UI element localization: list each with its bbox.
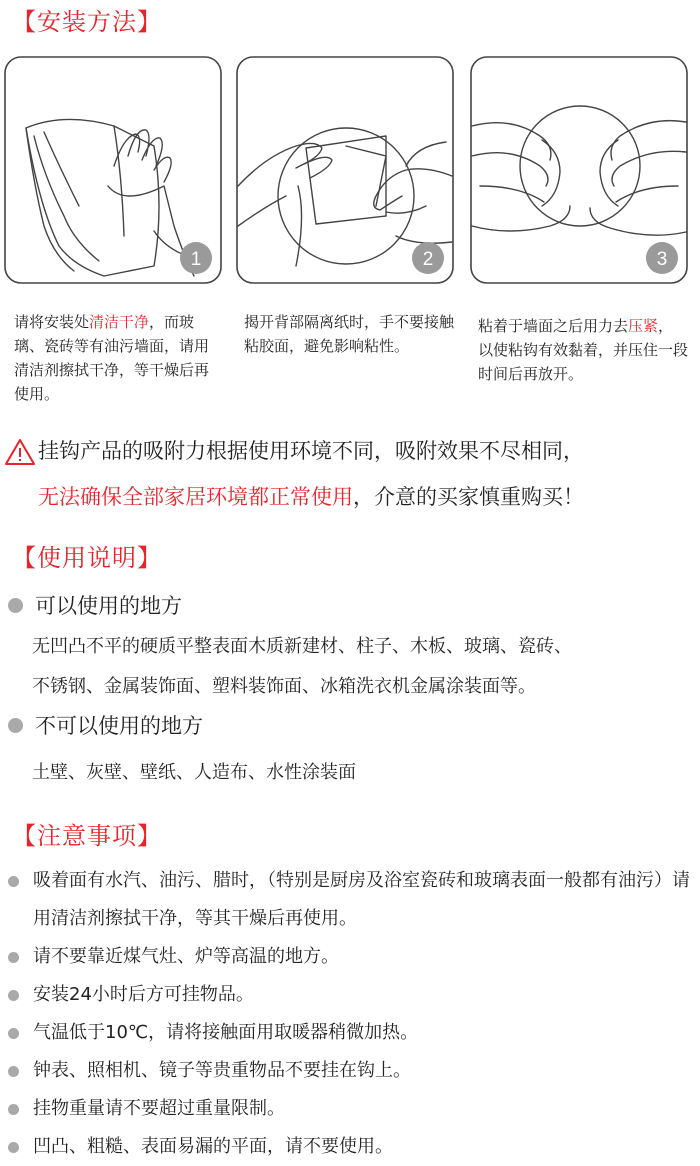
can-use-heading: 可以使用的地方 (8, 590, 182, 620)
step-2-illustration (236, 56, 454, 284)
bullet-dot-icon (8, 990, 19, 1001)
bullet-dot-icon (8, 1104, 19, 1115)
warning-triangle-icon (4, 438, 36, 466)
notes-section-title: 【注意事项】 (12, 822, 162, 850)
bullet-dot-icon (8, 1028, 19, 1039)
bullet-dot-icon (8, 718, 23, 733)
bullet-dot-icon (8, 1142, 19, 1153)
note-item: 挂物重量请不要超过重量限制。 (8, 1090, 696, 1128)
bullet-dot-icon (8, 952, 19, 963)
bullet-dot-icon (8, 1066, 19, 1077)
note-item: 气温低于10℃，请将接触面用取暖器稍微加热。 (8, 1014, 696, 1052)
step-1-caption: 请将安装处清洁干净，而玻璃、瓷砖等有油污墙面，请用清洁剂擦拭干净，等干燥后再使用。 (14, 313, 210, 403)
can-use-line-1: 无凹凸不平的硬质平整表面木质新建材、柱子、木板、玻璃、瓷砖、 (32, 636, 572, 657)
step-1-number: 1 (190, 249, 202, 270)
step-3-illustration (470, 56, 688, 284)
cannot-use-line-1: 土壁、灰壁、壁纸、人造布、水性涂装面 (32, 762, 356, 783)
can-use-line-2: 不锈钢、金属装饰面、塑料装饰面、冰箱洗衣机金属涂装面等。 (32, 676, 536, 697)
cannot-use-heading: 不可以使用的地方 (8, 710, 203, 740)
note-item: 安装24小时后方可挂物品。 (8, 976, 696, 1014)
usage-section-title: 【使用说明】 (12, 544, 162, 572)
install-section-title: 【安装方法】 (12, 8, 162, 36)
install-steps-illustrations (4, 56, 696, 286)
step-3-number: 3 (656, 249, 668, 270)
step-1-illustration (4, 56, 222, 284)
note-item: 请不要靠近煤气灶、炉等高温的地方。 (8, 938, 696, 976)
bullet-dot-icon (8, 598, 23, 613)
step-2-number: 2 (422, 249, 434, 270)
step-3-caption: 粘着于墙面之后用力去压紧，以使粘钩有效黏着，并压住一段时间后再放开。 (478, 317, 689, 383)
step-2-caption: 揭开背部隔离纸时，手不要接触粘胶面，避免影响粘性。 (244, 313, 455, 355)
notes-list (8, 862, 696, 1166)
bullet-dot-icon (8, 876, 19, 887)
note-item: 吸着面有水汽、油污、腊时，（特别是厨房及浴室瓷砖和玻璃表面一般都有油污）请用清洁剂擦拭干净，等其干燥后再使用。 (8, 862, 696, 938)
note-item: 钟表、照相机、镜子等贵重物品不要挂在钩上。 (8, 1052, 696, 1090)
note-item: 凹凸、粗糙、表面易漏的平面，请不要使用。 (8, 1128, 696, 1166)
